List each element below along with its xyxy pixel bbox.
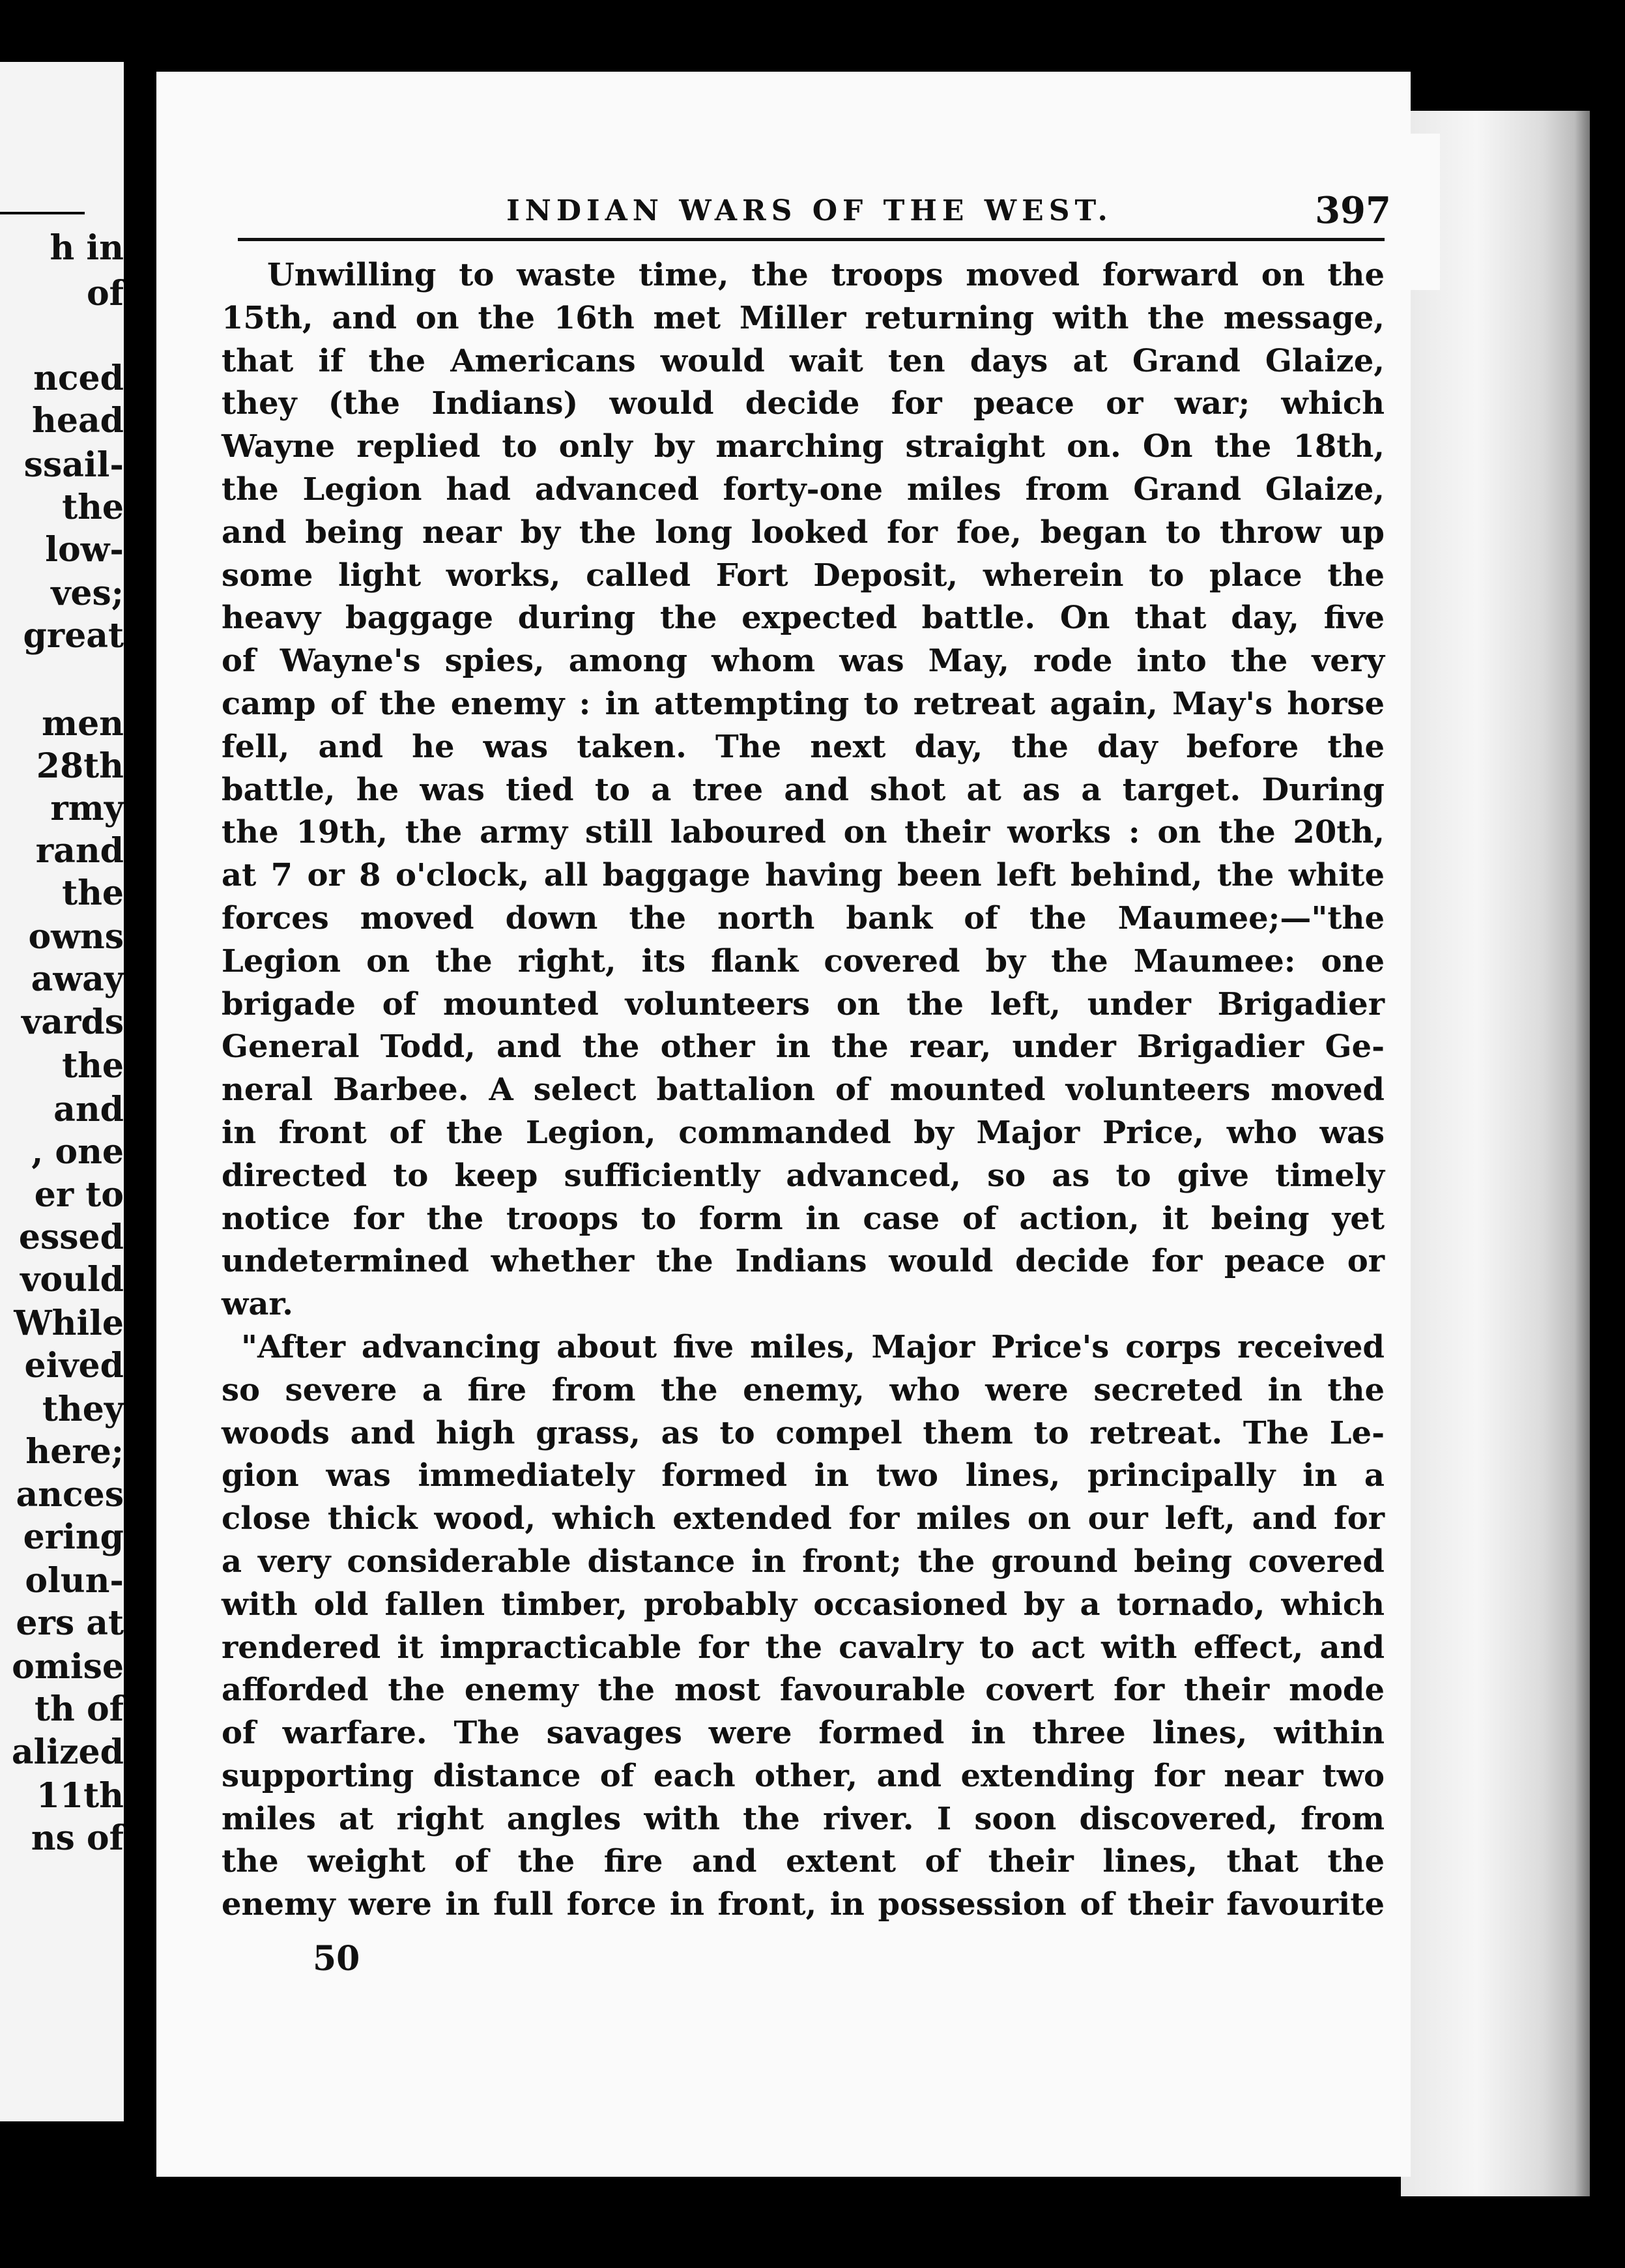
text-line: rendered it impracticable for the cavalry to act with effect, and (222, 1629, 1385, 1666)
page-stack-edge (1401, 111, 1590, 2196)
text-line: General Todd, and the other in the rear, under Brigadier Ge- (222, 1028, 1385, 1066)
left-page-line: rand (35, 831, 124, 871)
text-line: notice for the troops to form in case of action, it being yet (222, 1200, 1385, 1237)
text-line: and being near by the long looked for foe, began to throw up (222, 514, 1385, 551)
left-page-line: ns of (31, 1818, 124, 1858)
text-line: miles at right angles with the river. I soon discovered, from (222, 1800, 1385, 1837)
text-line: so severe a fire from the enemy, who were secreted in the (222, 1371, 1385, 1408)
page-number: 397 (1315, 189, 1391, 232)
left-page-line: men (42, 704, 124, 744)
text-line: afforded the enemy the most favourable covert for their mode (222, 1672, 1385, 1709)
text-line: some light works, called Fort Deposit, wherein to place the (222, 557, 1385, 594)
text-line: camp of the enemy : in attempting to retreat again, May's horse (222, 685, 1385, 722)
text-line: the weight of the fire and extent of their lines, that the (222, 1843, 1385, 1880)
left-page-line: rmy (50, 789, 124, 828)
left-page-line: ssail- (23, 445, 124, 485)
left-page-line: ering (23, 1517, 124, 1557)
left-page-line: ers at (16, 1603, 124, 1643)
text-line: close thick wood, which extended for miles on our left, and for (222, 1500, 1385, 1537)
text-line: of Wayne's spies, among whom was May, rode into the very (222, 643, 1385, 680)
left-page-line: owns (28, 917, 124, 957)
left-page-line: ves; (51, 574, 124, 613)
left-page-line: head (32, 401, 124, 441)
text-line: enemy were in full force in front, in possession of their favourite (222, 1886, 1385, 1923)
text-line: in front of the Legion, commanded by Major Price, who was (222, 1114, 1385, 1151)
text-line: Unwilling to waste time, the troops moved forward on the (267, 257, 1385, 293)
text-line: undetermined whether the Indians would decide for peace or (222, 1243, 1385, 1280)
text-line: "After advancing about five miles, Major Price's corps received (241, 1328, 1385, 1365)
left-page-line: omise (12, 1647, 124, 1687)
running-head: INDIAN WARS OF THE WEST. (506, 194, 1113, 227)
text-line: of warfare. The savages were formed in three lines, within (222, 1715, 1385, 1752)
page-header (228, 189, 1391, 232)
left-page-line: alized (11, 1732, 124, 1772)
left-page-line: th of (35, 1689, 124, 1729)
text-line: war. (222, 1286, 294, 1323)
text-line: neral Barbee. A select battalion of mounted volunteers moved (222, 1071, 1385, 1109)
text-line: at 7 or 8 o'clock, all baggage having been left behind, the white (222, 857, 1385, 894)
text-line: Wayne replied to only by marching straight on. On the 18th, (222, 428, 1385, 465)
text-line: the Legion had advanced forty-one miles from Grand Glaize, (222, 471, 1385, 508)
text-line: directed to keep sufficiently advanced, so as to give timely (222, 1157, 1385, 1194)
left-page-line: 28th (36, 746, 124, 786)
left-page-line: vould (20, 1260, 124, 1300)
text-line: they (the Indians) would decide for peace or war; which (222, 385, 1385, 422)
left-facing-page (0, 62, 124, 2121)
left-page-line: eived (24, 1346, 124, 1386)
page-corner (1394, 134, 1440, 290)
left-page-line: great (23, 616, 124, 656)
left-page-line: and (53, 1090, 124, 1129)
text-line: gion was immediately formed in two lines, principally in a (222, 1457, 1385, 1494)
body-text (222, 254, 1385, 1926)
left-page-rule (0, 212, 85, 214)
text-line: forces moved down the north bank of the Maumee;—"the (222, 899, 1385, 937)
left-page-line: the (62, 487, 124, 527)
left-page-line: olun- (25, 1561, 124, 1601)
left-page-line: nced (33, 358, 124, 398)
text-line: with old fallen timber, probably occasioned by a tornado, which (222, 1586, 1385, 1623)
text-line: supporting distance of each other, and extending for near two (222, 1757, 1385, 1794)
text-line: woods and high grass, as to compel them to retreat. The Le- (222, 1414, 1385, 1451)
left-page-line: 11th (36, 1776, 124, 1816)
text-line: brigade of mounted volunteers on the left, under Brigadier (222, 985, 1385, 1023)
text-line: battle, he was tied to a tree and shot at as a target. During (222, 771, 1385, 808)
left-page-line: the (62, 873, 124, 913)
left-page-line: h in (50, 228, 124, 268)
left-page-line: essed (18, 1217, 124, 1257)
text-line: heavy baggage during the expected battle. On that day, five (222, 600, 1385, 637)
left-page-line: here; (25, 1432, 124, 1472)
text-line: the 19th, the army still laboured on their works : on the 20th, (222, 814, 1385, 851)
text-line: 15th, and on the 16th met Miller returning with the message, (222, 299, 1385, 336)
left-page-line: away (31, 959, 124, 999)
left-page-line: , one (31, 1132, 124, 1172)
left-page-line: ances (16, 1475, 124, 1515)
text-line: a very considerable distance in front; the ground being covered (222, 1543, 1385, 1580)
left-page-line: of (86, 274, 124, 313)
left-page-line: low- (45, 530, 124, 570)
left-page-line: er to (34, 1175, 124, 1215)
text-line: Legion on the right, its flank covered by the Maumee: one (222, 942, 1385, 980)
header-rule (238, 238, 1385, 241)
left-page-line: they (42, 1389, 124, 1429)
left-page-line: While (14, 1303, 124, 1343)
book-page (156, 72, 1411, 2177)
left-page-line: the (62, 1046, 124, 1086)
text-line: that if the Americans would wait ten days at Grand Glaize, (222, 342, 1385, 379)
text-line: fell, and he was taken. The next day, the day before the (222, 728, 1385, 765)
left-page-line: vards (22, 1002, 124, 1042)
signature-mark: 50 (313, 1939, 360, 1979)
